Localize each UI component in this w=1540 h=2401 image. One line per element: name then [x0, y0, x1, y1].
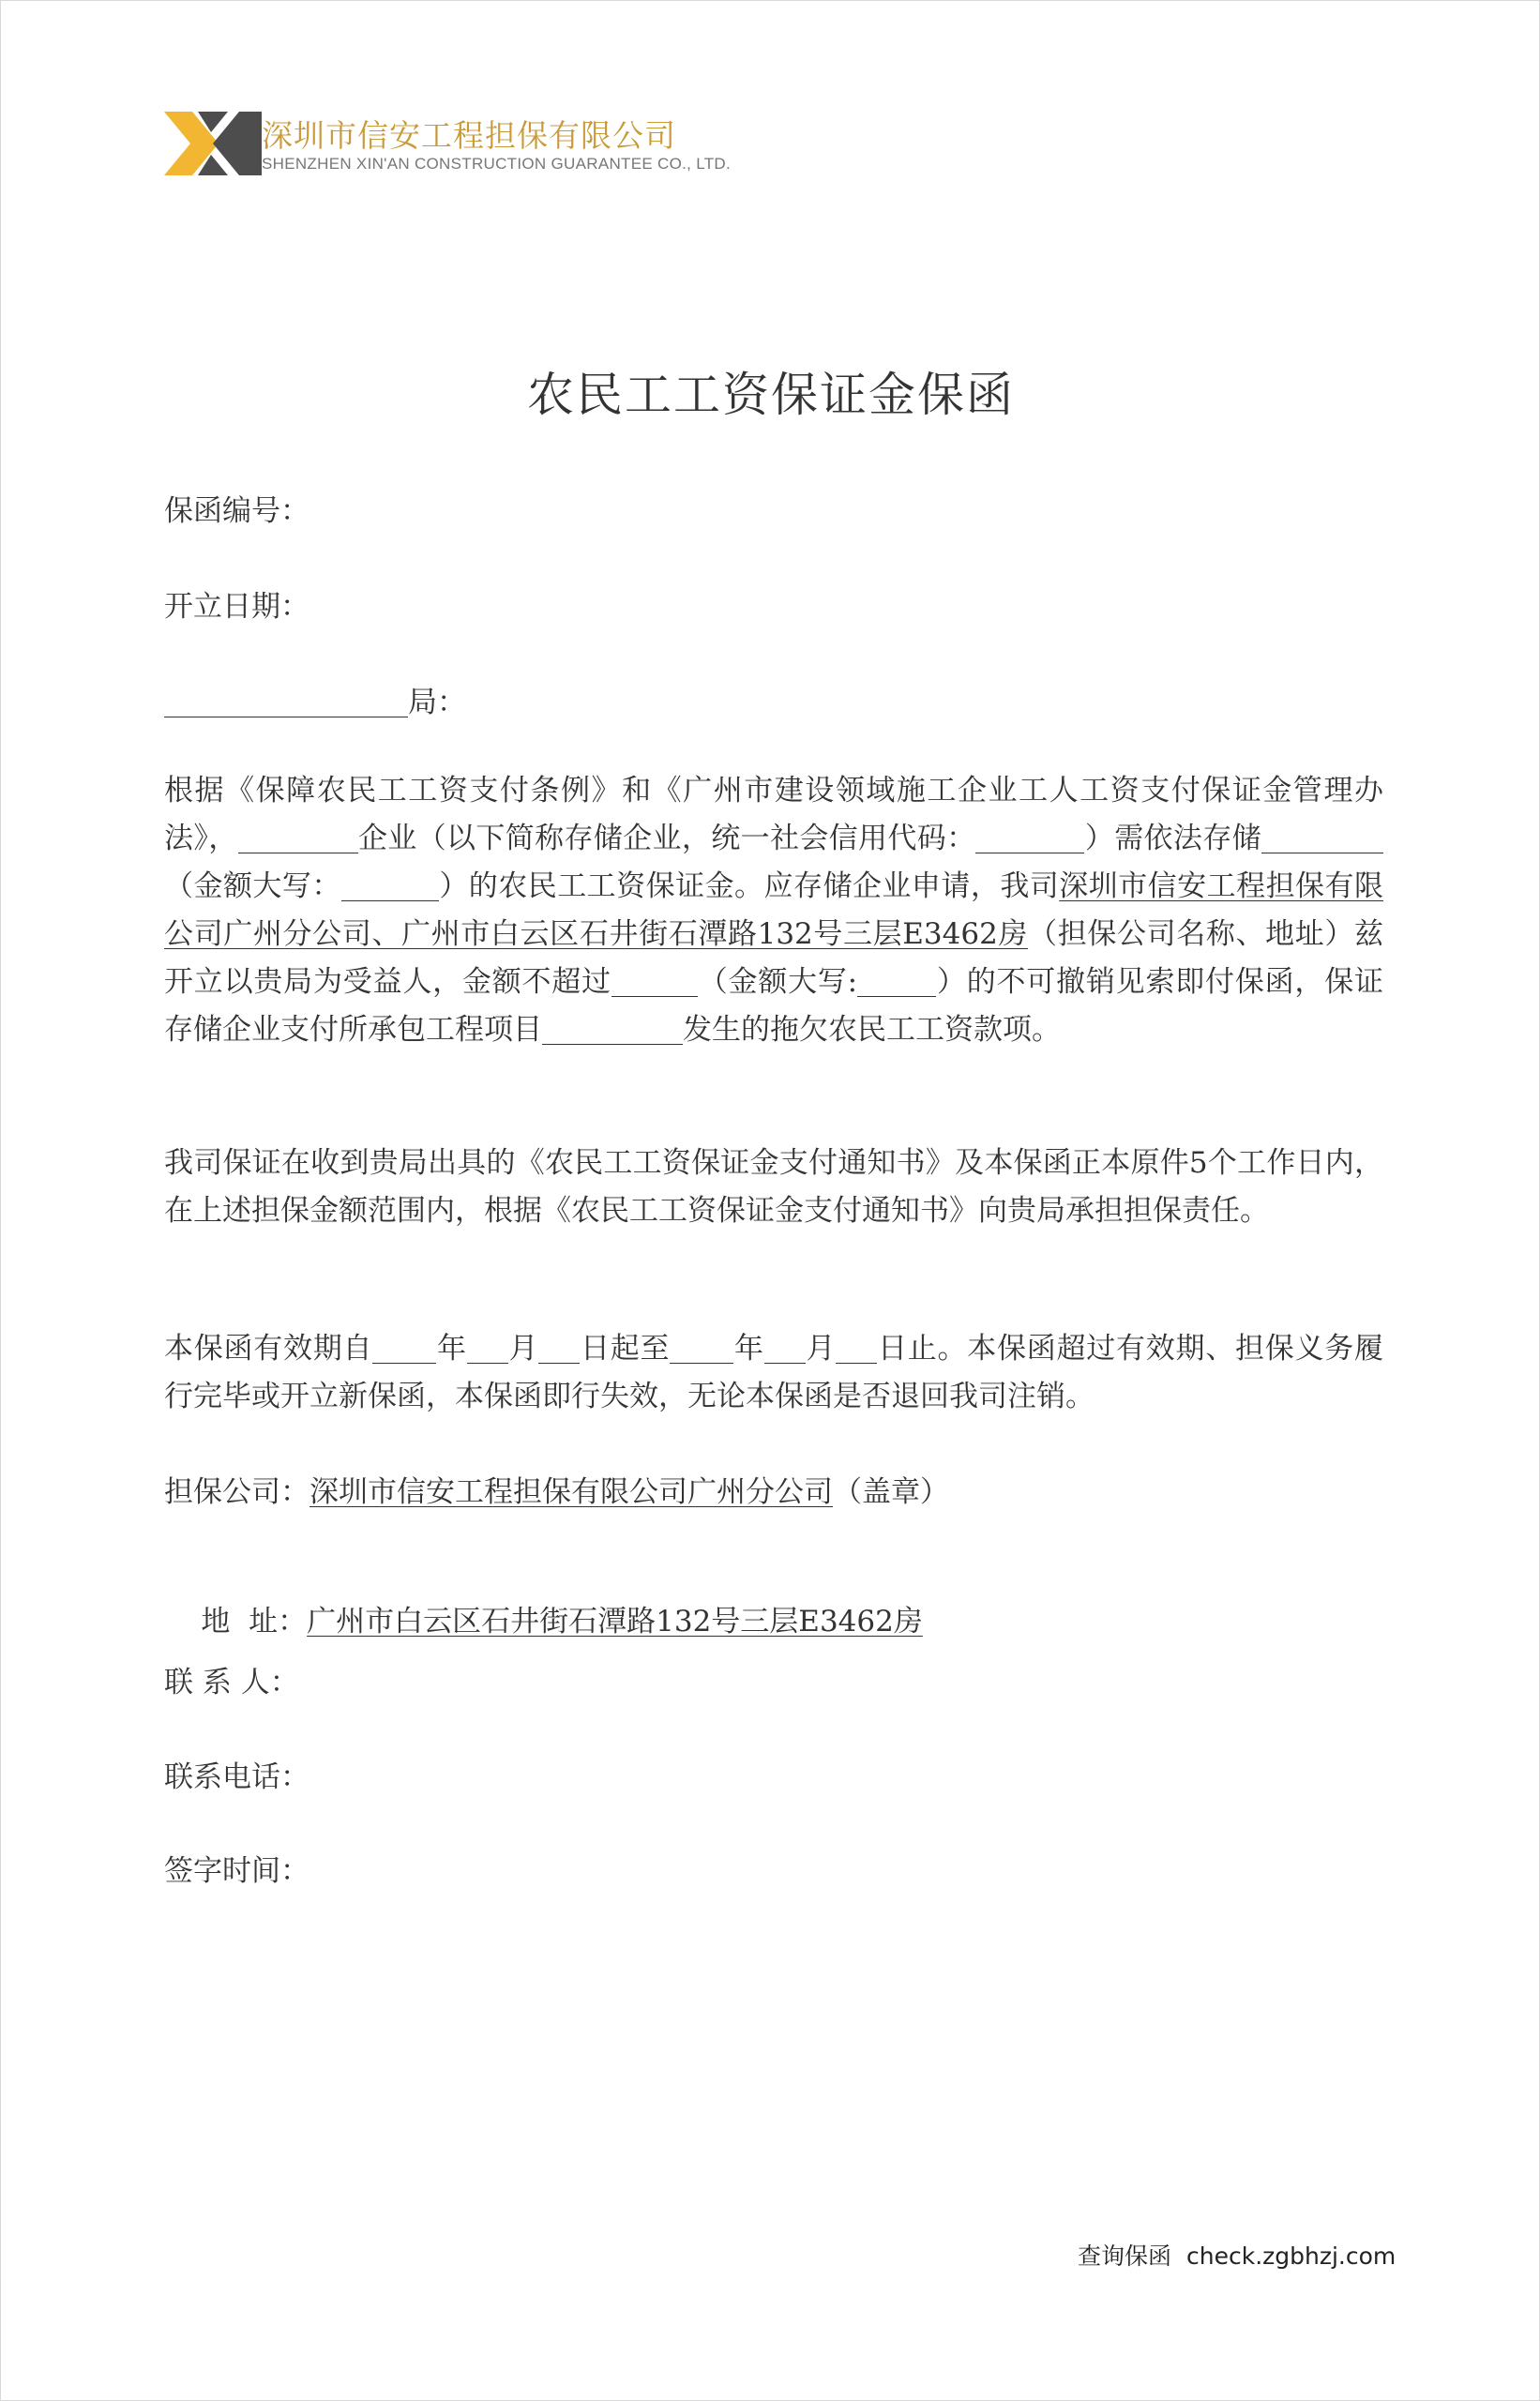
para3-month-2: 月: [805, 1332, 837, 1366]
credit-code-blank: [975, 822, 1084, 853]
verify-label: 查询保函: [1078, 2242, 1172, 2270]
company-logo-icon: [164, 112, 262, 175]
start-month-blank: [467, 1332, 508, 1364]
sign-time-label: 签字时间：: [164, 1854, 310, 1888]
max-amount-blank: [611, 965, 698, 997]
contact-person-field: [164, 1658, 299, 1700]
guarantee-number-field: [164, 487, 310, 529]
bureau-suffix: 局：: [408, 686, 466, 719]
issue-date-field: [164, 582, 310, 625]
para3-text-1: 本保函有效期自: [164, 1332, 373, 1366]
project-name-blank: [542, 1013, 683, 1045]
para3-day-from: 日起至: [580, 1332, 671, 1366]
deposit-amount-blank: [1261, 822, 1383, 853]
bureau-name-blank: [164, 686, 408, 717]
guarantee-number-label: 保函编号：: [164, 494, 310, 528]
para1-text-7: （金额大写:: [697, 965, 858, 999]
para1-text-2: 企业（以下简称存储企业，统一社会信用代码：: [357, 822, 976, 855]
para1-text-9: 发生的拖欠农民工工资款项。: [683, 1013, 1061, 1047]
para1-text-8: ）的不可撤销见索即付保函，保证存储企业支付所承包工程项目: [164, 965, 1384, 1047]
address-line: [164, 1563, 923, 1673]
start-day-blank: [538, 1332, 580, 1364]
enterprise-name-blank: [238, 822, 358, 853]
end-year-blank: [670, 1332, 733, 1364]
guarantor-company-name: 深圳市信安工程担保有限公司广州分公司: [310, 1475, 833, 1509]
contact-phone-label: 联系电话：: [164, 1760, 310, 1794]
paragraph-1: [164, 767, 1383, 1054]
end-month-blank: [764, 1332, 806, 1364]
address-label: 地 址：: [201, 1605, 308, 1638]
para1-text-6: （担保公司名称、地址）兹开立以贵局为受益人，金额不超过: [164, 917, 1383, 999]
issue-date-label: 开立日期：: [164, 590, 310, 624]
para3-year-1: 年: [436, 1332, 467, 1366]
document-title: 农民工工资保证金保函: [527, 368, 1015, 422]
seal-note: （盖章）: [833, 1475, 949, 1509]
guarantor-name-address: 深圳市信安工程担保有限公司广州分公司、广州市白云区石井街石潭路132号三层E3462房: [164, 869, 1384, 951]
paragraph-3: [164, 1325, 1383, 1421]
contact-phone-field: [164, 1753, 310, 1795]
para1-text-3: ）需依法存储: [1084, 822, 1261, 855]
guarantor-company-line: [164, 1468, 949, 1510]
end-day-blank: [836, 1332, 877, 1364]
max-amount-words-blank: [857, 965, 936, 997]
para1-text-4: （金额大写：: [164, 869, 341, 903]
sign-time-field: [164, 1847, 310, 1889]
recipient-bureau-field: [164, 678, 466, 720]
paragraph-2: 我司保证在收到贵局出具的《农民工工资保证金支付通知书》及本保函正本原件5个工作日内，在上述担保金额范围内，根据《农民工工资保证金支付通知书》向贵局承担担保责任。: [164, 1146, 1383, 1228]
contact-person-label: 联 系 人：: [164, 1666, 299, 1699]
company-name-cn: 深圳市信安工程担保有限公司: [262, 117, 676, 154]
para3-month-1: 月: [507, 1332, 539, 1366]
address-value: 广州市白云区石井街石潭路132号三层E3462房: [307, 1605, 923, 1638]
para3-year-2: 年: [733, 1332, 764, 1366]
verify-footer: [1078, 2238, 1396, 2272]
para3-text-end: 日止。本保函超过有效期、担保义务履行完毕或开立新保函，本保函即行失效，无论本保函是否退回我司注销。: [164, 1332, 1383, 1413]
company-name-en: SHENZHEN XIN'AN CONSTRUCTION GUARANTEE CO., LTD.: [262, 155, 731, 173]
verify-url[interactable]: check.zgbhzj.com: [1186, 2242, 1397, 2270]
start-year-blank: [372, 1332, 436, 1364]
deposit-amount-words-blank: [341, 869, 439, 901]
guarantor-label: 担保公司：: [164, 1475, 310, 1509]
para1-text-5: ）的农民工工资保证金。应存储企业申请，我司: [438, 869, 1060, 903]
para1-text-1: 根据《保障农民工工资支付条例》和《广州市建设领域施工企业工人工资支付保证金管理办法》，: [164, 774, 1383, 855]
